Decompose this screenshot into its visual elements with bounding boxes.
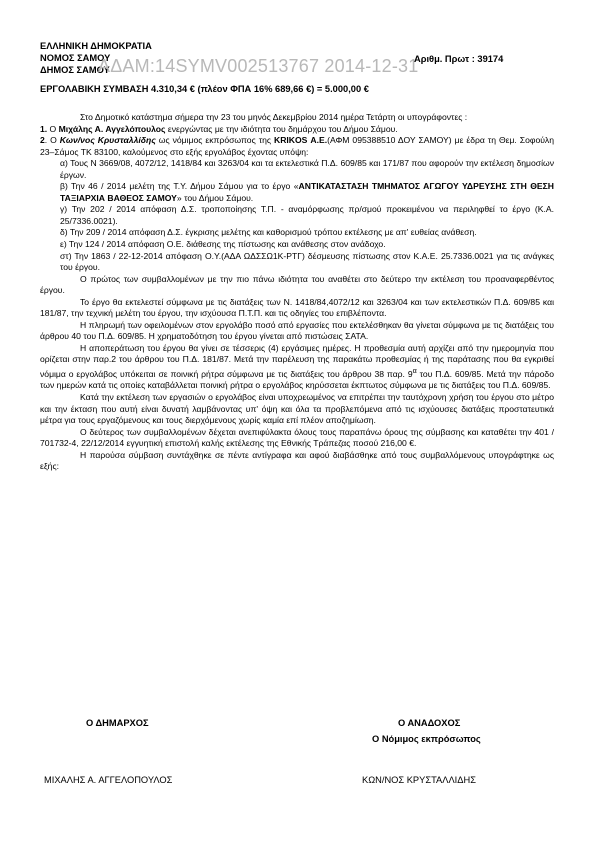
- contractor-subtitle: Ο Νόμιμος εκπρόσωπος: [372, 734, 481, 744]
- republic-label: ΕΛΛΗΝΙΚΗ ΔΗΜΟΚΡΑΤΙΑ: [40, 41, 152, 51]
- completion-text-a: Η αποπεράτωση του έργου θα γίνει σε τέσσερις (4) εργάσιμες ημέρες. Η προθεσμία αυτή αρχίζει από την ημερομηνία που ορίζεται στην παρ.2 του άρθρου του Π.Δ. 181/87. Μετά την παρέλευση της παρακάτω προθεσμίας ή της παράτασης που θα εγκριθεί νόμιμα ο εργολάβος υπόκειται σε ποινική ρήτρα σύμφωνα με τις διατάξεις του άρθρου 38 παρ. 9: [40, 342, 554, 379]
- party-2-mid: ως νόμιμος εκπρόσωπος της: [155, 135, 274, 146]
- party-1-text: ενεργώντας με την ιδιότητα του δημάρχου του Δήμου Σάμου.: [165, 123, 398, 134]
- assignment-paragraph: Ο πρώτος των συμβαλλομένων με την πιο πάνω ιδιότητα του αναθέτει στο δεύτερο την εκτέλεση του προαναφερθέντος έργου.: [40, 273, 554, 296]
- contract-title: ΕΡΓΟΛΑΒΙΚΗ ΣΥΜΒΑΣΗ 4.310,34 € (πλέον ΦΠΑ 16% 689,66 €) = 5.000,00 €: [40, 84, 369, 94]
- prefecture-label: ΝΟΜΟΣ ΣΑΜΟΥ: [40, 53, 111, 63]
- party-2-number: 2: [40, 135, 45, 146]
- protocol-number: Αριθμ. Πρωτ : 39174: [414, 54, 504, 64]
- clause-b: [40, 181, 554, 204]
- contractor-title: Ο ΑΝΑΔΟΧΟΣ: [398, 718, 461, 728]
- party-2-text: (ΑΦΜ 095388510 ΔΟΥ ΣΑΜΟΥ) με έδρα τη Θεμ. Σοφούλη 23–Σάμος ΤΚ 83100, καλούμενος στο εξής εργολάβος έχοντας υπόψη:: [40, 135, 554, 157]
- clause-f: στ) Την 1863 / 22-12-2014 απόφαση Ο.Υ.(ΑΔΑ ΩΔΣΣΩ1Κ-ΡΤΓ) δέσμευσης πίστωσης στον Κ.Α.Ε. 25.7336.0021 για τις ανάγκες του έργου.: [60, 250, 554, 273]
- completion-text-b: του Π.Δ. 609/85. Μετά την πάροδο των ημερών κατά τις οποίες καταβάλλεται ποινική ρήτρα ο εργολάβος κηρύσσεται έκπτωτος σύμφωνα με τις διατάξεις του Π.Δ. 609/85.: [40, 368, 554, 391]
- party-1-number: 1.: [40, 123, 48, 134]
- legal-basis-paragraph: Το έργο θα εκτελεστεί σύμφωνα με τις διατάξεις των Ν. 1418/84,4072/12 και 3263/04 και των εκτελεστικών Π.Δ. 609/85 και 181/87, την τεχνική μελέτη του έργου, την ισχύουσα Π.Τ.Π. και τις οδηγίες του επιβλέποντα.: [40, 296, 554, 319]
- guarantee-paragraph: Ο δεύτερος των συμβαλλομένων δέχεται ανεπιφύλακτα όλους τους παραπάνω όρους της σύμβασης και καταθέτει την 401 / 701732-4, 22/12/2014 εγγυητική επιστολή καλής εκτέλεσης της Εθνικής Τράπεζας ποσού 216,00 €.: [40, 426, 554, 449]
- copies-paragraph: Η παρούσα σύμβαση συντάχθηκε σε πέντε αντίγραφα και αφού διαβάσθηκε από τους συμβαλλόμενους υπογράφτηκε ως εξής:: [40, 449, 554, 472]
- completion-paragraph: [40, 343, 554, 392]
- mayor-title: Ο ΔΗΜΑΡΧΟΣ: [86, 718, 149, 728]
- intro-paragraph: Στο Δημοτικό κατάστημα σήμερα την 23 του μηνός Δεκεμβρίου 2014 ημέρα Τετάρτη οι υπογράφοντες :: [80, 112, 468, 122]
- clause-b-project: ΑΝΤΙΚΑΤΑΣΤΑΣΗ ΤΜΗΜΑΤΟΣ ΑΓΩΓΟΥ ΥΔΡΕΥΣΗΣ ΣΤΗ ΘΕΣΗ ΤΑΞΙΑΡΧΙΑ ΒΑΘΕΟΣ ΣΑΜΟΥ: [60, 181, 554, 203]
- completion-superscript: α: [412, 367, 417, 376]
- party-1-pre: Ο: [47, 123, 59, 134]
- party-2-name: Κων/νος Κρυσταλλίδης: [59, 135, 156, 146]
- document-body: [40, 112, 554, 473]
- party-1-paragraph: [40, 124, 554, 136]
- clause-d: δ) Την 209 / 2014 απόφαση Δ.Σ. έγκρισης μελέτης και καθορισμού τρόπου εκτέλεσης με απ' ευθείας ανάθεση.: [60, 227, 477, 238]
- party-2-pre: . Ο: [44, 135, 60, 146]
- clause-c: γ) Την 202 / 2014 απόφαση Δ.Σ. τροποποίησης Τ.Π. - αναμόρφωσης πρ/σμού προκειμένου να περιληφθεί το έργο (Κ.Α. 25/7336.0021).: [60, 204, 554, 226]
- party-2-company: KRIKOS Α.Ε.: [273, 135, 328, 146]
- contractor-name: ΚΩΝ/ΝΟΣ ΚΡΥΣΤΑΛΛΙΔΗΣ: [362, 775, 476, 785]
- party-2-paragraph: [40, 135, 554, 158]
- municipality-label: ΔΗΜΟΣ ΣΑΜΟΥ: [40, 65, 110, 75]
- traffic-paragraph: Κατά την εκτέλεση των εργασιών ο εργολάβος είναι υποχρεωμένος να επιτρέπει την ταυτόχρονη χρήση του έργου στο μέτρο και την έκταση που αυτή είναι δυνατή λαμβάνοντας υπ' όψη και όλα τα προβλεπόμενα από τις ισχύουσες διατάξεις προστατευτικά μέτρα για τους εργαζόμενους και τους διερχόμενους χωρίς καμία επί πλέον αποζημίωση.: [40, 391, 554, 426]
- clause-b-pre: β) Την 46 / 2014 μελέτη της Τ.Υ. Δήμου Σάμου για το έργο «: [60, 181, 299, 192]
- clause-a: α) Τους Ν 3669/08, 4072/12, 1418/84 και 3263/04 και τα εκτελεστικά Π.Δ. 609/85 και 171/87 που αφορούν την εκτέλεση δημοσίων έργων.: [60, 158, 554, 180]
- ada-watermark: ΑΔΑΜ:14SYMV002513767 2014-12-31: [98, 56, 419, 76]
- clause-e: ε) Την 124 / 2014 απόφαση Ο.Ε. διάθεσης της πίστωσης και ανάθεσης στον ανάδοχο.: [60, 239, 386, 250]
- clause-b-post: » του Δήμου Σάμου.: [176, 192, 254, 203]
- party-1-name: Μιχάλης Α. Αγγελόπουλος: [58, 123, 166, 134]
- payment-paragraph: Η πληρωμή των οφειλομένων στον εργολάβο ποσό από εργασίες που εκτελέσθηκαν θα γίνεται σύμφωνα με τις διατάξεις του άρθρου 40 του Π.Δ. 609/85. Η χρηματοδότηση του έργου γίνεται από πιστώσεις ΣΑΤΑ.: [40, 319, 554, 342]
- mayor-name: ΜΙΧΑΛΗΣ Α. ΑΓΓΕΛΟΠΟΥΛΟΣ: [44, 775, 173, 785]
